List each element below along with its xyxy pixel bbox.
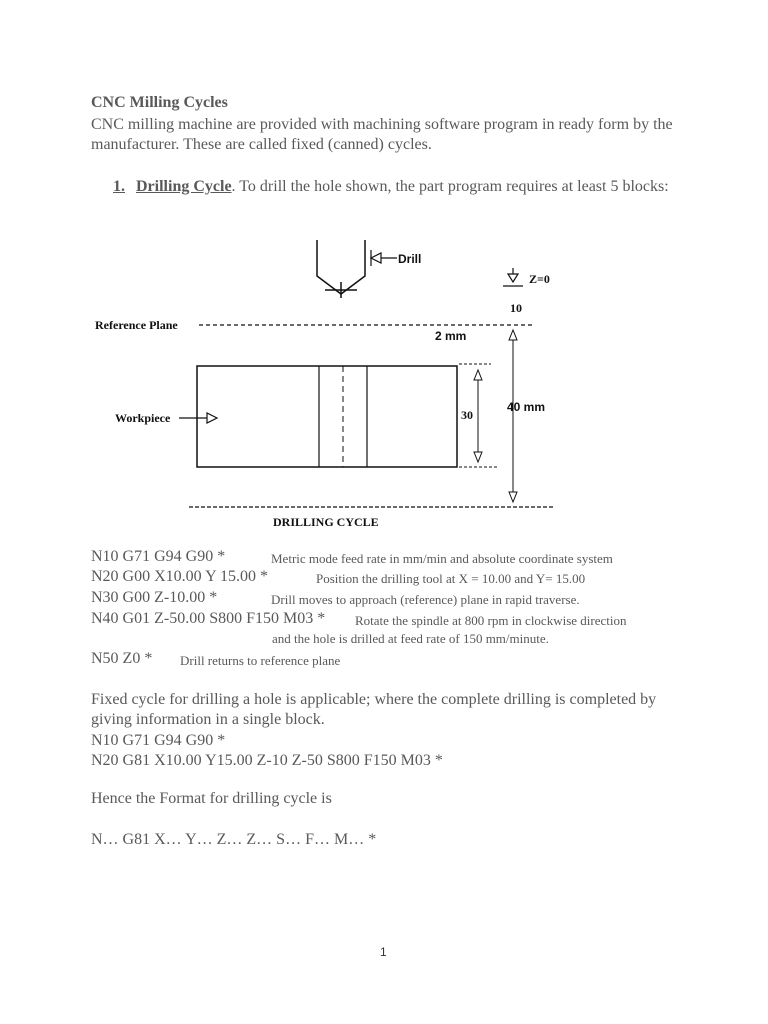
fixed-cycle-paragraph: Fixed cycle for drilling a hole is applicable; where the complete drilling is completed by giving information in a single block. bbox=[91, 691, 657, 728]
section-heading: CNC Milling Cycles bbox=[91, 94, 228, 111]
workpiece-label: Workpiece bbox=[115, 411, 171, 425]
dim-2mm-label: 2 mm bbox=[435, 329, 467, 343]
item-text: . To drill the hole shown, the part program requires at least 5 blocks: bbox=[231, 178, 669, 195]
item-title: Drilling Cycle bbox=[136, 178, 232, 195]
program-code: N50 Z0 * bbox=[91, 650, 153, 667]
format-line: N… G81 X… Y… Z… Z… S… F… M… * bbox=[91, 831, 377, 848]
fixed-cycle-line-2: N20 G81 X10.00 Y15.00 Z-10 Z-50 S800 F150 M03 * bbox=[91, 752, 443, 769]
dim-10-label: 10 bbox=[510, 301, 522, 315]
intro-paragraph: CNC milling machine are provided with machining software program in ready form by the manufacturer. These are called fixed (canned) cycles. bbox=[91, 116, 673, 153]
z-zero-label: Z=0 bbox=[529, 272, 550, 286]
workpiece-block bbox=[197, 366, 457, 467]
program-comment-continuation: and the hole is drilled at feed rate of 150 mm/minute. bbox=[272, 631, 549, 646]
page-number: 1 bbox=[380, 945, 387, 959]
program-code: N10 G71 G94 G90 * bbox=[91, 548, 226, 565]
diagram-caption: DRILLING CYCLE bbox=[273, 515, 379, 529]
list-number: 1. bbox=[113, 178, 125, 195]
workpiece-pointer-arrow bbox=[179, 413, 217, 423]
program-code: N30 G00 Z-10.00 * bbox=[91, 589, 218, 606]
dim-30-label: 30 bbox=[461, 408, 473, 422]
drill-shape bbox=[317, 240, 365, 298]
dim-40mm-label: 40 mm bbox=[507, 400, 546, 414]
program-code: N40 G01 Z-50.00 S800 F150 M03 * bbox=[91, 610, 326, 627]
program-code: N20 G00 X10.00 Y 15.00 * bbox=[91, 568, 269, 585]
dim-40-arrow bbox=[509, 330, 517, 502]
program-comment: Position the drilling tool at X = 10.00 and Y= 15.00 bbox=[316, 571, 586, 586]
z-zero-marker bbox=[503, 268, 523, 286]
program-comment: Drill moves to approach (reference) plane in rapid traverse. bbox=[271, 592, 580, 607]
program-line bbox=[91, 548, 613, 566]
format-intro: Hence the Format for drilling cycle is bbox=[91, 790, 332, 807]
program-comment: Rotate the spindle at 800 rpm in clockwise direction bbox=[355, 613, 627, 628]
fixed-cycle-line-1: N10 G71 G94 G90 * bbox=[91, 732, 226, 749]
program-line bbox=[91, 589, 580, 607]
drill-label: Drill bbox=[398, 252, 422, 266]
program-line bbox=[91, 610, 627, 628]
program-comment: Metric mode feed rate in mm/min and absolute coordinate system bbox=[271, 551, 613, 566]
program-line bbox=[91, 650, 341, 668]
program-comment: Drill returns to reference plane bbox=[180, 653, 341, 668]
drilling-cycle-diagram bbox=[85, 236, 560, 536]
program-line bbox=[91, 568, 586, 586]
reference-plane-label: Reference Plane bbox=[95, 318, 178, 332]
drill-pointer-arrow bbox=[371, 250, 397, 266]
